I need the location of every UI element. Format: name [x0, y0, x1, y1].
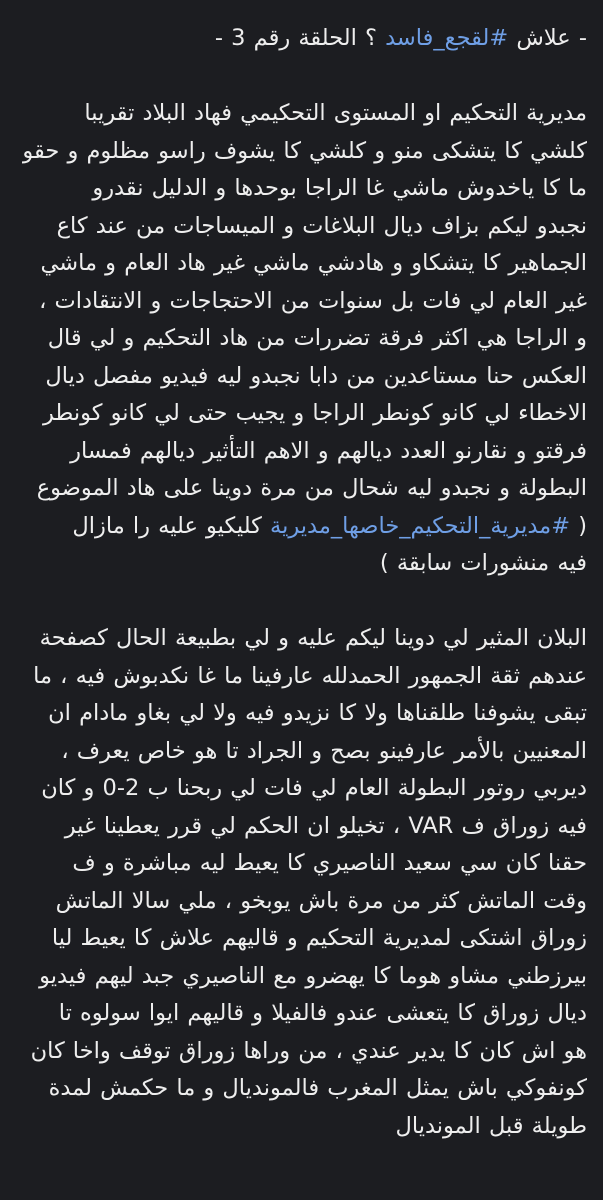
post-heading — [22, 20, 587, 58]
paragraph-line: فرقتو و نقارنو العدد ديالهم و الاهم التأثير ديالهم فمسار — [70, 437, 587, 464]
paragraph-line: كلشي كا يتشكى منو و كلشي كا يشوف راسو مظلوم و حقو — [22, 137, 587, 164]
paragraph-line: العكس حنا مستاعدين من دابا نجبدو ليه فيديو مفصل ديال — [45, 362, 587, 389]
paragraph-line: الجماهير كا يتشكاو و هادشي ماشي غير هاد العام و ماشي — [40, 250, 587, 276]
paragraph-line: حقنا كان سي سعيد الناصيري كا يعيط ليه مباشرة و ف — [72, 850, 587, 876]
paragraph-line: البطولة و نجبدو ليه شحال من مرة دوينا على هاد الموضوع — [36, 475, 587, 501]
hashtag-line-rest: كليكيو عليه را مازال — [72, 512, 271, 539]
paragraph-gap — [22, 583, 587, 621]
paragraph-line: غير العام لي فات بل سنوات من الاحتجاجات و الانتقادات ، — [39, 287, 587, 314]
paragraph-line: البلان المثير لي دوينا ليكم عليه و لي بطبيعة الحال كصفحة — [39, 625, 587, 651]
hashtag-link[interactable]: #لقجع_فاسد — [385, 25, 509, 51]
paragraph-hashtag-line — [22, 508, 587, 546]
paragraph-line: المعنيين بالأمر عارفينو بصح و الجراد تا هو خاص يعرف ، — [61, 737, 587, 764]
paragraph-line: وقت الماتش كثر من مرة باش يوبخو ، ملي سالا الماتش — [55, 887, 587, 914]
paragraph-line: الاخطاء لي كانو كونطر الراجا و يجيب حتى لي كانو كونطر — [43, 400, 587, 426]
paragraph-line: مديرية التحكيم او المستوى التحكيمي فهاد البلاد تقريبا — [84, 100, 587, 126]
paragraph-line: كونفوكي باش يمثل المغرب فالمونديال و ما حكمش لمدة — [48, 1075, 587, 1101]
paragraph-gap — [22, 58, 587, 96]
heading-prefix: - علاش — [508, 25, 587, 51]
paragraph-line: ديال زوراق كا يتعشى عندو فالفيلا و قاليهم ايوا سولوه تا — [58, 1000, 587, 1026]
paragraph-line: هو اش كان كا يدير عندي ، من وراها زوراق توقف واخا كان — [30, 1037, 587, 1064]
paragraph-line: زوراق اشتكى لمديرية التحكيم و قاليهم علاش كا يعيط ليا — [51, 925, 587, 951]
paragraph-line: تبقى يشوفنا طلقناها ولا كا نزيدو فيه ولا لي بغاو مادام ان — [48, 700, 587, 726]
paragraph-line: بيرزطني مشاو هوما كا يهضرو مع الناصيري جبد ليهم فيديو — [39, 962, 587, 989]
paragraph-line: عندهم ثقة الجمهور الحمدلله عارفينا ما غا نكدبوش فيه ، ما — [33, 662, 587, 689]
heading-suffix: ؟ الحلقة رقم 3 - — [214, 25, 386, 51]
open-paren: ( — [570, 512, 587, 539]
paragraph-line: ديربي روتور البطولة العام لي فات لي ربحنا ب 2-0 و كان — [41, 775, 587, 801]
paragraph-line: فيه منشورات سابقة ) — [379, 550, 587, 576]
paragraph-line: فيه زوراق ف VAR ، تخيلو ان الحكم لي قرر يعطينا غير — [64, 812, 587, 839]
paragraph-line: نجبدو ليكم بزاف ديال البلاغات و الميساجات من عند كاع — [56, 212, 587, 239]
paragraph-line: ما كا ياخدوش ماشي غا الراجا بوحدها و الدليل نقدرو — [92, 175, 587, 201]
paragraph-line: و الراجا هي اكثر فرقة تضررات من هاد التحكيم و لي قال — [47, 325, 587, 351]
hashtag-link[interactable]: #مديرية_التحكيم_خاصها_مديرية — [270, 512, 571, 539]
paragraph-line: طويلة قبل المونديال — [395, 1112, 587, 1139]
